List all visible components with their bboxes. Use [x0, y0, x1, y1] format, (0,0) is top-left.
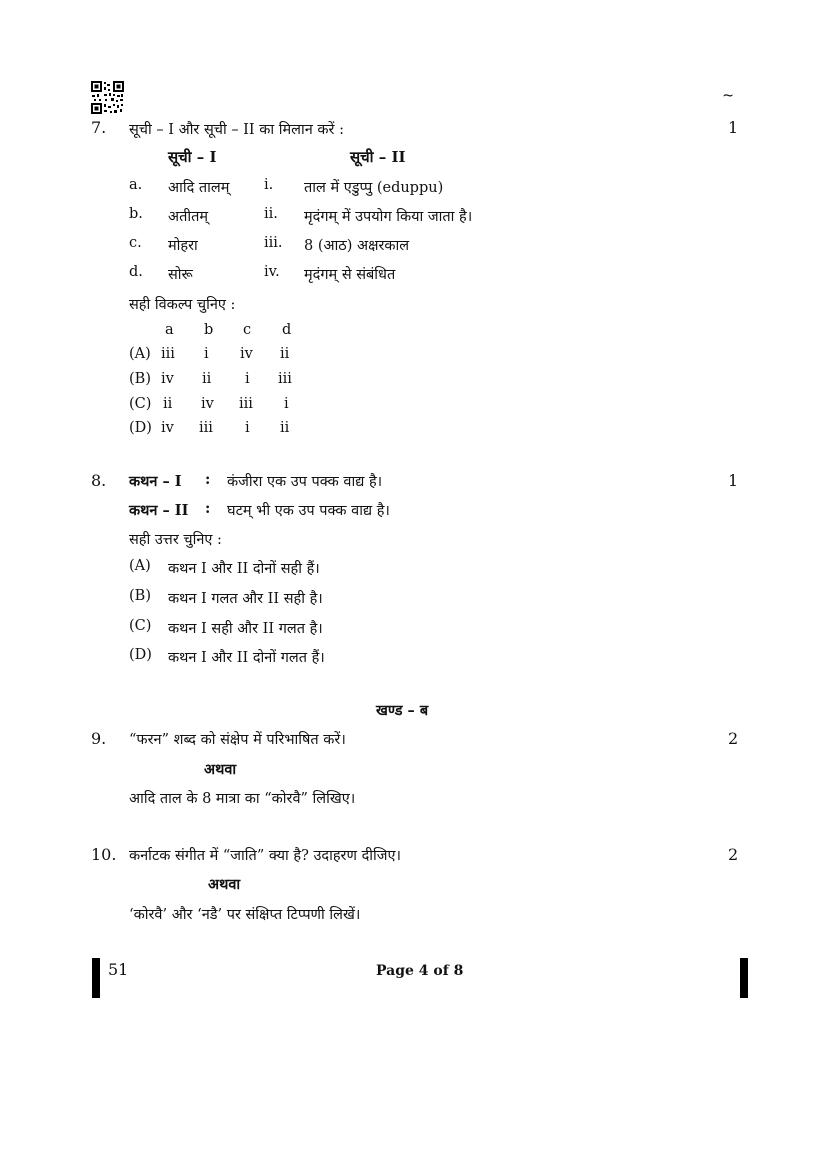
q7-marks: 1 [728, 118, 739, 137]
option-col-header: a [165, 322, 174, 338]
section-title: खण्ड – ब [376, 702, 429, 719]
q9-marks: 2 [728, 729, 739, 748]
option-text: कथन I गलत और II सही है। [168, 591, 323, 607]
footer-left-bar [92, 958, 100, 998]
option-value: iii [239, 396, 253, 412]
match-letter: d. [129, 264, 143, 280]
option-value: iv [161, 371, 174, 387]
option-label: (A) [129, 558, 151, 574]
qr-code [91, 81, 124, 114]
statement2-label: कथन – II [129, 502, 189, 519]
match-letter: a. [129, 177, 143, 193]
match-roman: iii. [264, 235, 283, 251]
option-value: iv [161, 420, 174, 436]
footer-right-bar [740, 958, 748, 998]
match-desc: ताल में एडुप्पु (eduppu) [304, 180, 444, 196]
q9-alt: आदि ताल के 8 मात्रा का “कोरवै” लिखिए। [129, 791, 356, 807]
option-value: iii [161, 346, 175, 362]
option-value: iv [201, 396, 214, 412]
option-value: i [284, 396, 289, 412]
option-col-header: d [282, 322, 292, 338]
q10-number: 10. [91, 845, 117, 864]
match-item: मोहरा [168, 238, 198, 254]
option-col-header: c [243, 322, 252, 338]
paper-code: 51 [108, 960, 129, 979]
list1-heading: सूची – I [168, 148, 217, 166]
option-label: (A) [129, 346, 151, 362]
q9-number: 9. [91, 729, 107, 748]
q10-marks: 2 [728, 845, 739, 864]
q10-alt: ‘कोरवै’ और ‘नडै’ पर संक्षिप्त टिप्पणी लिखें। [129, 907, 361, 923]
match-roman: i. [264, 177, 274, 193]
header-tilde: ~ [722, 88, 735, 104]
option-col-header: b [204, 322, 214, 338]
q7-number: 7. [91, 118, 107, 137]
option-value: iii [199, 420, 213, 436]
match-roman: ii. [264, 206, 278, 222]
option-text: कथन I और II दोनों गलत हैं। [168, 650, 325, 666]
q8-prompt: सही उत्तर चुनिए : [129, 532, 222, 548]
list2-heading: सूची – II [350, 148, 406, 166]
q9-text: “फरन” शब्द को संक्षेप में परिभाषित करें। [129, 732, 346, 748]
statement1-text: कंजीरा एक उप पक्क वाद्य है। [227, 474, 383, 490]
option-value: ii [280, 346, 290, 362]
option-value: iv [240, 346, 253, 362]
q8-marks: 1 [728, 471, 739, 490]
match-desc: मृदंगम् में उपयोग किया जाता है। [304, 209, 473, 225]
match-roman: iv. [264, 264, 280, 280]
statement1-colon: : [205, 471, 211, 488]
option-text: कथन I सही और II गलत है। [168, 621, 323, 637]
option-label: (B) [129, 371, 151, 387]
match-item: सोरू [168, 267, 193, 283]
q7-prompt: सही विकल्प चुनिए : [129, 297, 236, 313]
option-value: i [245, 420, 250, 436]
match-letter: b. [129, 206, 143, 222]
option-text: कथन I और II दोनों सही हैं। [168, 561, 320, 577]
option-value: i [245, 371, 250, 387]
option-value: ii [202, 371, 212, 387]
match-desc: मृदंगम् से संबंधित [304, 267, 396, 283]
option-label: (D) [129, 420, 152, 436]
match-item: आदि तालम् [168, 180, 230, 196]
option-label: (C) [129, 396, 152, 412]
match-item: अतीतम् [168, 209, 209, 225]
option-label: (D) [129, 647, 152, 663]
page-number: Page 4 of 8 [376, 963, 464, 979]
statement2-text: घटम् भी एक उप पक्क वाद्य है। [227, 503, 390, 519]
statement1-label: कथन – I [129, 473, 182, 490]
option-value: ii [280, 420, 290, 436]
option-value: iii [278, 371, 292, 387]
match-letter: c. [129, 235, 142, 251]
option-label: (B) [129, 588, 151, 604]
q10-or: अथवा [208, 876, 241, 893]
q9-or: अथवा [204, 761, 237, 778]
q7-text: सूची – I और सूची – II का मिलान करें : [129, 122, 344, 138]
q10-text: कर्नाटक संगीत में “जाति” क्या है? उदाहरण दीजिए। [129, 848, 402, 864]
q8-number: 8. [91, 471, 107, 490]
statement2-colon: : [205, 500, 211, 517]
option-value: i [204, 346, 209, 362]
option-label: (C) [129, 618, 152, 634]
match-desc: 8 (आठ) अक्षरकाल [304, 238, 410, 254]
option-value: ii [163, 396, 173, 412]
